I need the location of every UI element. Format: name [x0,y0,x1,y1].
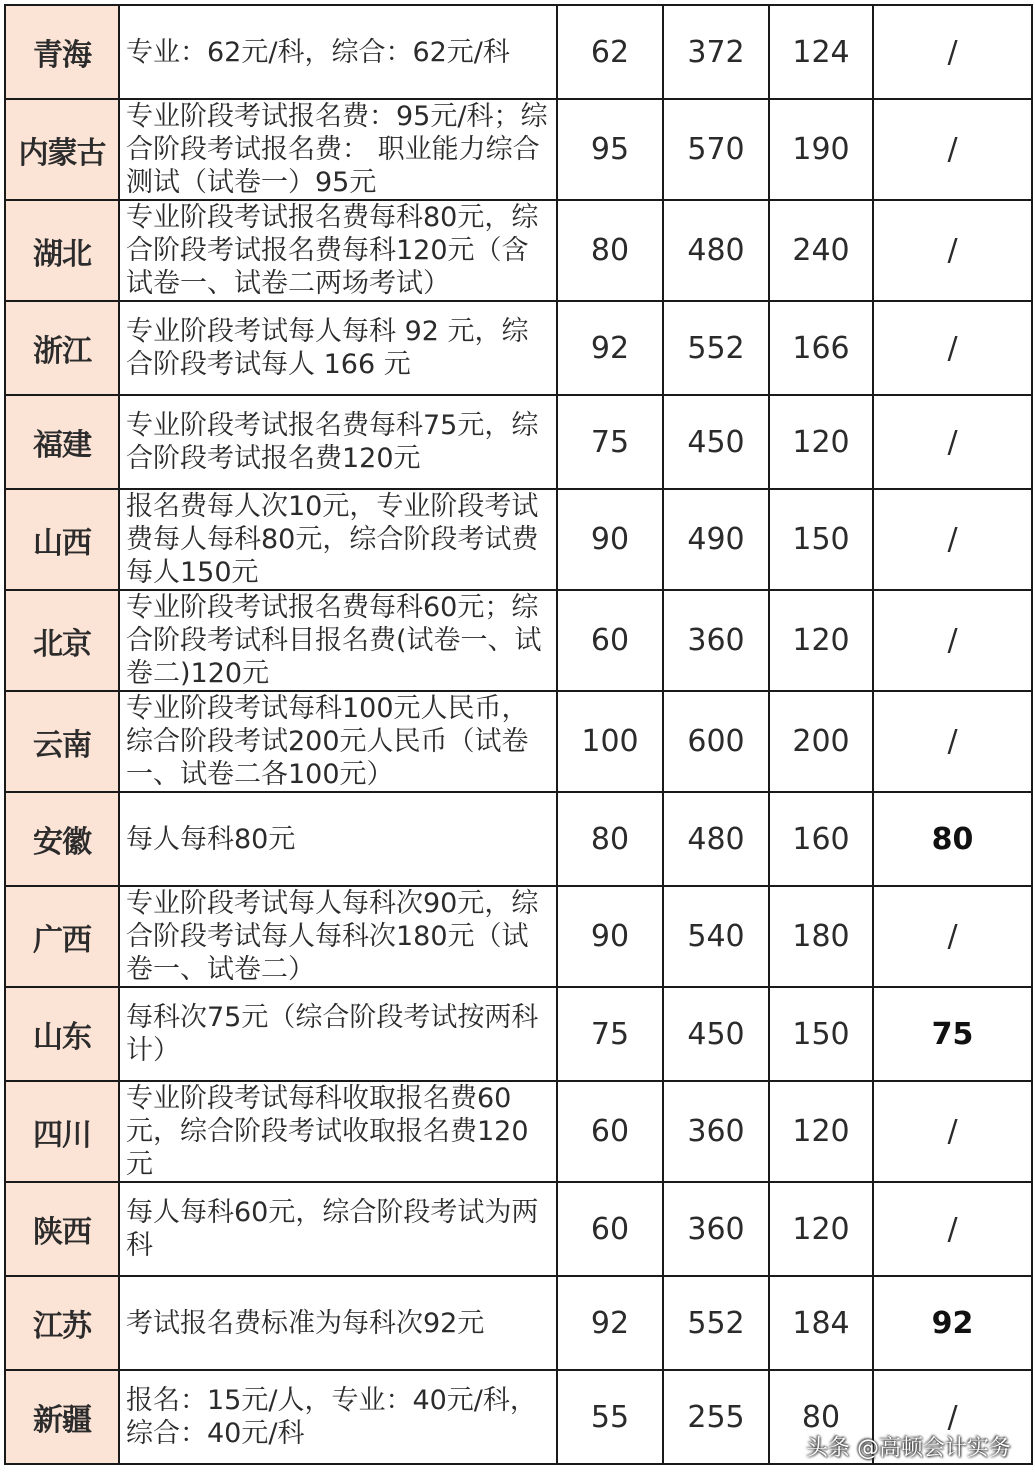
fee-value-cell: 200 [769,691,873,792]
fee-description-cell: 专业阶段考试报名费：95元/科；综合阶段考试报名费： 职业能力综合测试（试卷一）95元 [119,99,557,200]
watermark-text: 头条 @高顿会计实务 [806,1436,1011,1461]
fee-description-cell: 每人每科60元，综合阶段考试为两科 [119,1182,557,1276]
extra-value-cell: / [873,886,1032,987]
extra-value-cell: 80 [873,792,1032,886]
province-cell: 内蒙古 [5,99,119,200]
fee-table-body [5,5,1032,1464]
province-cell: 北京 [5,590,119,691]
fee-value-cell: 92 [557,301,663,395]
fee-value-cell: 190 [769,99,873,200]
fee-value-cell: 360 [663,1081,769,1182]
fee-value-cell: 80 [769,1370,873,1464]
province-cell: 安徽 [5,792,119,886]
fee-value-cell: 166 [769,301,873,395]
fee-value-cell: 540 [663,886,769,987]
table-row [5,99,1032,200]
province-cell: 湖北 [5,200,119,301]
fee-description-cell: 每科次75元（综合阶段考试按两科计） [119,987,557,1081]
fee-value-cell: 360 [663,590,769,691]
fee-description-cell: 报名：15元/人，专业：40元/科，综合：40元/科 [119,1370,557,1464]
fee-description-cell: 专业阶段考试每人每科次90元，综合阶段考试每人每科次180元（试卷一、试卷二） [119,886,557,987]
fee-value-cell: 95 [557,99,663,200]
fee-value-cell: 124 [769,5,873,99]
province-cell: 山西 [5,489,119,590]
fee-value-cell: 160 [769,792,873,886]
extra-value-cell: 75 [873,987,1032,1081]
fee-value-cell: 552 [663,301,769,395]
table-row [5,987,1032,1081]
extra-value-cell: / [873,590,1032,691]
extra-value-cell: / [873,5,1032,99]
fee-description-cell: 专业阶段考试报名费每科80元，综合阶段考试报名费每科120元（含试卷一、试卷二两场考试） [119,200,557,301]
province-cell: 福建 [5,395,119,489]
fee-value-cell: 80 [557,792,663,886]
table-row [5,590,1032,691]
table-row [5,5,1032,99]
fee-value-cell: 552 [663,1276,769,1370]
table-row [5,1276,1032,1370]
extra-value-cell: 92 [873,1276,1032,1370]
fee-value-cell: 372 [663,5,769,99]
fee-value-cell: 90 [557,489,663,590]
extra-value-cell: / [873,1370,1032,1464]
fee-description-cell: 考试报名费标准为每科次92元 [119,1276,557,1370]
extra-value-cell: / [873,1081,1032,1182]
province-cell: 云南 [5,691,119,792]
table-row [5,691,1032,792]
fee-value-cell: 92 [557,1276,663,1370]
province-cell: 四川 [5,1081,119,1182]
extra-value-cell: / [873,489,1032,590]
table-row [5,301,1032,395]
extra-value-cell: / [873,691,1032,792]
table-row [5,200,1032,301]
fee-value-cell: 120 [769,1081,873,1182]
fee-value-cell: 490 [663,489,769,590]
fee-value-cell: 570 [663,99,769,200]
fee-value-cell: 360 [663,1182,769,1276]
table-row [5,1081,1032,1182]
fee-value-cell: 600 [663,691,769,792]
fee-description-cell: 专业：62元/科，综合：62元/科 [119,5,557,99]
fee-value-cell: 75 [557,987,663,1081]
fee-value-cell: 450 [663,987,769,1081]
fee-value-cell: 100 [557,691,663,792]
extra-value-cell: / [873,99,1032,200]
fee-description-cell: 专业阶段考试每科收取报名费60元，综合阶段考试收取报名费120元 [119,1081,557,1182]
fee-value-cell: 240 [769,200,873,301]
fee-value-cell: 180 [769,886,873,987]
fee-description-cell: 专业阶段考试报名费每科60元；综合阶段考试科目报名费(试卷一、试卷二)120元 [119,590,557,691]
fee-table [4,4,1033,1465]
province-cell: 青海 [5,5,119,99]
fee-description-cell: 专业阶段考试每人每科 92 元，综合阶段考试每人 166 元 [119,301,557,395]
fee-value-cell: 184 [769,1276,873,1370]
fee-value-cell: 80 [557,200,663,301]
extra-value-cell: / [873,301,1032,395]
province-cell: 陕西 [5,1182,119,1276]
fee-value-cell: 150 [769,987,873,1081]
province-cell: 山东 [5,987,119,1081]
table-row [5,792,1032,886]
fee-value-cell: 60 [557,590,663,691]
fee-value-cell: 90 [557,886,663,987]
fee-value-cell: 55 [557,1370,663,1464]
province-cell: 新疆 [5,1370,119,1464]
fee-value-cell: 60 [557,1081,663,1182]
table-row [5,395,1032,489]
fee-value-cell: 60 [557,1182,663,1276]
fee-value-cell: 120 [769,590,873,691]
extra-value-cell: / [873,1182,1032,1276]
extra-value-cell: / [873,200,1032,301]
table-row [5,1182,1032,1276]
fee-value-cell: 120 [769,395,873,489]
fee-value-cell: 450 [663,395,769,489]
fee-value-cell: 150 [769,489,873,590]
fee-description-cell: 专业阶段考试报名费每科75元，综合阶段考试报名费120元 [119,395,557,489]
fee-description-cell: 报名费每人次10元，专业阶段考试费每人每科80元，综合阶段考试费每人150元 [119,489,557,590]
table-row [5,489,1032,590]
fee-value-cell: 75 [557,395,663,489]
fee-description-cell: 每人每科80元 [119,792,557,886]
province-cell: 江苏 [5,1276,119,1370]
fee-description-cell: 专业阶段考试每科100元人民币，综合阶段考试200元人民币（试卷一、试卷二各100元） [119,691,557,792]
fee-value-cell: 62 [557,5,663,99]
province-cell: 浙江 [5,301,119,395]
fee-value-cell: 480 [663,792,769,886]
province-cell: 广西 [5,886,119,987]
fee-value-cell: 255 [663,1370,769,1464]
extra-value-cell: / [873,395,1032,489]
fee-value-cell: 480 [663,200,769,301]
fee-value-cell: 120 [769,1182,873,1276]
table-row [5,886,1032,987]
